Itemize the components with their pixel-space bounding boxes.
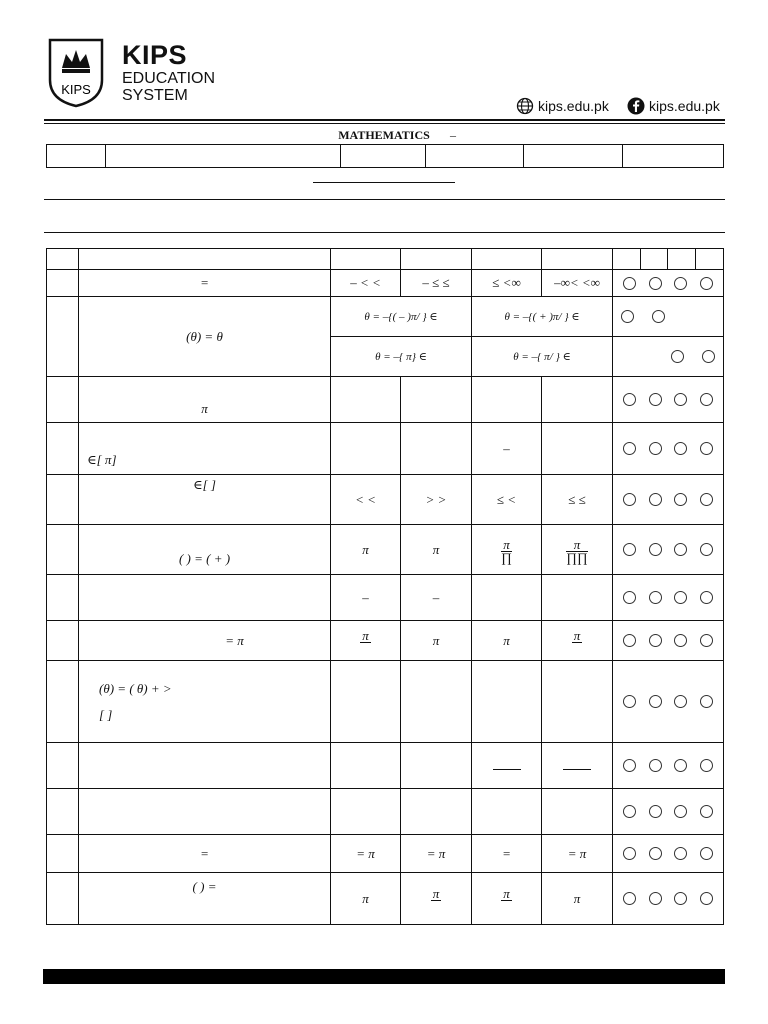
option-a (331, 789, 401, 835)
question-stem: ∈[ ] (79, 475, 331, 525)
info-cell[interactable] (524, 145, 623, 168)
option-a (331, 661, 401, 743)
option-d: = π (542, 835, 613, 873)
header-cell (401, 249, 472, 270)
facebook-link[interactable] (627, 97, 720, 115)
bubble-b[interactable] (649, 442, 662, 455)
question-number (47, 297, 79, 377)
answer-bubbles (613, 297, 724, 337)
bubble-c[interactable] (674, 277, 687, 290)
bubble-d[interactable] (702, 350, 715, 363)
question-stem: π (79, 377, 331, 423)
question-stem: = π (79, 621, 331, 661)
bubble-a[interactable] (623, 442, 636, 455)
option-d: ≤ ≤ (542, 475, 613, 525)
bubble-b[interactable] (649, 847, 662, 860)
bubble-c[interactable] (674, 759, 687, 772)
question-number (47, 270, 79, 297)
option-a (331, 377, 401, 423)
subject-dash: – (450, 128, 456, 142)
option-d (542, 661, 613, 743)
header-cell (47, 249, 79, 270)
question-number (47, 789, 79, 835)
svg-text:KIPS: KIPS (61, 82, 91, 97)
table-row (47, 835, 724, 873)
option-c: = (472, 835, 542, 873)
option-b (401, 789, 472, 835)
bubble-d[interactable] (700, 277, 713, 290)
bubble-c[interactable] (674, 892, 687, 905)
option-b (401, 743, 472, 789)
mcq-table (46, 248, 724, 925)
table-row (47, 873, 724, 925)
option-b (401, 423, 472, 475)
website-link[interactable] (516, 97, 609, 115)
bubble-d[interactable] (700, 393, 713, 406)
bubble-a[interactable] (623, 759, 636, 772)
question-number (47, 873, 79, 925)
bubble-a[interactable] (623, 543, 636, 556)
question-number (47, 575, 79, 621)
bubble-d[interactable] (700, 493, 713, 506)
bubble-d[interactable] (700, 634, 713, 647)
answer-bubbles (613, 575, 724, 621)
option-c: $\frac{\pi}{\prod}$ (472, 525, 542, 575)
question-number (47, 377, 79, 423)
option-d (542, 377, 613, 423)
option-d: θ = –{ π/ } ∈ (472, 337, 613, 377)
option-a: – (331, 575, 401, 621)
bubble-c[interactable] (674, 695, 687, 708)
header-divider-thin (44, 123, 725, 124)
bubble-b[interactable] (652, 310, 665, 323)
option-c: ≤ <∞ (472, 270, 542, 297)
header-cell (79, 249, 331, 270)
question-stem-line-1: (θ) = ( θ) + > (99, 680, 172, 696)
header-cell (696, 249, 724, 270)
section-divider (44, 199, 725, 200)
option-d (542, 621, 613, 661)
section-divider-2 (44, 232, 725, 233)
option-b (401, 661, 472, 743)
option-d-text: π (566, 539, 587, 552)
bubble-c[interactable] (674, 591, 687, 604)
table-row (47, 423, 724, 475)
brand-line-3: SYSTEM (122, 87, 188, 104)
bubble-c[interactable] (674, 805, 687, 818)
bubble-d[interactable] (700, 695, 713, 708)
option-d (542, 423, 613, 475)
option-c (472, 789, 542, 835)
question-stem: ( ) = (79, 873, 331, 925)
bubble-c[interactable] (674, 393, 687, 406)
option-a: = π (331, 835, 401, 873)
brand-name (122, 40, 215, 104)
option-b: π (401, 525, 472, 575)
option-a: θ = –{( – )π/ } ∈ (331, 297, 472, 337)
bubble-d[interactable] (700, 591, 713, 604)
info-cell[interactable] (623, 145, 724, 168)
bubble-b[interactable] (649, 805, 662, 818)
question-number (47, 661, 79, 743)
brand-line-2: EDUCATION (122, 70, 216, 87)
option-a: – < < (331, 270, 401, 297)
table-row (47, 377, 724, 423)
header-cell (613, 249, 641, 270)
bubble-c[interactable] (674, 442, 687, 455)
option-c: θ = –{ π} ∈ (331, 337, 472, 377)
option-a: π (331, 525, 401, 575)
table-row (47, 743, 724, 789)
bubble-a[interactable] (623, 591, 636, 604)
header-divider (44, 119, 725, 121)
bubble-c[interactable] (674, 493, 687, 506)
answer-bubbles (613, 337, 724, 377)
question-number (47, 621, 79, 661)
question-number (47, 743, 79, 789)
question-number (47, 475, 79, 525)
option-c (472, 377, 542, 423)
bubble-c[interactable] (674, 634, 687, 647)
kips-logo (48, 38, 104, 108)
table-row (47, 475, 724, 525)
option-b: θ = –{( + )π/ } ∈ (472, 297, 613, 337)
question-stem-line-2: [ ] (99, 706, 113, 722)
info-cell[interactable] (106, 145, 341, 168)
answer-bubbles (613, 377, 724, 423)
bubble-b[interactable] (649, 393, 662, 406)
header-cell (641, 249, 668, 270)
answer-bubbles (613, 270, 724, 297)
bubble-a[interactable] (623, 695, 636, 708)
title-underline (313, 182, 455, 183)
facebook-text: kips.edu.pk (649, 98, 720, 114)
info-cell[interactable] (426, 145, 524, 168)
header-row (47, 249, 724, 270)
bubble-b[interactable] (649, 543, 662, 556)
question-number (47, 525, 79, 575)
bubble-d[interactable] (700, 847, 713, 860)
bubble-d[interactable] (700, 892, 713, 905)
option-a: < < (331, 475, 401, 525)
answer-bubbles (613, 475, 724, 525)
option-c-text: π (503, 886, 510, 901)
header-cell (668, 249, 696, 270)
option-c (472, 743, 542, 789)
bubble-b[interactable] (649, 892, 662, 905)
question-number (47, 835, 79, 873)
option-d (542, 743, 613, 789)
question-stem: (θ) = θ (79, 297, 331, 377)
question-stem: ( ) = ( + ) (79, 525, 331, 575)
header-cell (331, 249, 401, 270)
bubble-c[interactable] (671, 350, 684, 363)
bubble-b[interactable] (649, 759, 662, 772)
option-c: ≤ < (472, 475, 542, 525)
question-stem (79, 661, 331, 743)
bubble-a[interactable] (623, 277, 636, 290)
answer-bubbles (613, 789, 724, 835)
student-info-table (46, 144, 724, 168)
answer-bubbles (613, 873, 724, 925)
option-c (472, 575, 542, 621)
option-b: = π (401, 835, 472, 873)
option-a-text: π (362, 628, 369, 643)
option-c (472, 873, 542, 925)
option-d: –∞< <∞ (542, 270, 613, 297)
option-b (401, 873, 472, 925)
option-d (542, 789, 613, 835)
table-row (47, 789, 724, 835)
bubble-b[interactable] (649, 277, 662, 290)
option-a (331, 621, 401, 661)
option-c (472, 661, 542, 743)
subject-title: MATHEMATICS (338, 128, 430, 142)
question-stem: = (79, 835, 331, 873)
option-b: > > (401, 475, 472, 525)
answer-bubbles (613, 835, 724, 873)
answer-bubbles (613, 525, 724, 575)
option-c: π (472, 621, 542, 661)
option-a (331, 743, 401, 789)
header-cell (542, 249, 613, 270)
header-cell (472, 249, 542, 270)
answer-bubbles (613, 661, 724, 743)
globe-icon (516, 97, 534, 115)
option-a: π (331, 873, 401, 925)
bubble-d[interactable] (700, 805, 713, 818)
bubble-c[interactable] (674, 543, 687, 556)
brand-title: KIPS (122, 40, 188, 70)
bubble-a[interactable] (621, 310, 634, 323)
info-cell[interactable] (341, 145, 426, 168)
bubble-b[interactable] (649, 634, 662, 647)
question-stem (79, 789, 331, 835)
bubble-d[interactable] (700, 442, 713, 455)
table-row (47, 270, 724, 297)
bubble-c[interactable] (674, 847, 687, 860)
bubble-d[interactable] (700, 543, 713, 556)
option-b: – ≤ ≤ (401, 270, 472, 297)
question-stem (79, 575, 331, 621)
bubble-b[interactable] (649, 493, 662, 506)
bubble-a[interactable] (623, 634, 636, 647)
bubble-a[interactable] (623, 393, 636, 406)
website-text: kips.edu.pk (538, 98, 609, 114)
footer-bar (43, 969, 725, 984)
table-row (47, 621, 724, 661)
question-stem (79, 743, 331, 789)
table-row (47, 661, 724, 743)
option-b: π (401, 621, 472, 661)
question-stem: = (79, 270, 331, 297)
option-c: – (472, 423, 542, 475)
facebook-icon (627, 97, 645, 115)
option-b (401, 377, 472, 423)
info-cell[interactable] (47, 145, 106, 168)
bubble-a[interactable] (623, 493, 636, 506)
option-d-text: π (573, 628, 581, 643)
bubble-b[interactable] (649, 695, 662, 708)
bubble-a[interactable] (623, 847, 636, 860)
question-stem: ∈[ π] (79, 423, 331, 475)
bubble-a[interactable] (623, 892, 636, 905)
subject-line (0, 128, 768, 143)
question-number (47, 423, 79, 475)
table-row (47, 525, 724, 575)
table-row (47, 297, 724, 337)
answer-bubbles (613, 423, 724, 475)
table-row (47, 575, 724, 621)
option-d: $\frac{\pi}{\prod\prod}$ (542, 525, 613, 575)
option-d (542, 575, 613, 621)
option-a (331, 423, 401, 475)
option-d: π (542, 873, 613, 925)
answer-bubbles (613, 743, 724, 789)
option-b-text: π (432, 886, 440, 901)
bubble-a[interactable] (623, 805, 636, 818)
option-c-text: π (501, 539, 512, 552)
bubble-b[interactable] (649, 591, 662, 604)
bubble-d[interactable] (700, 759, 713, 772)
option-b: – (401, 575, 472, 621)
answer-bubbles (613, 621, 724, 661)
